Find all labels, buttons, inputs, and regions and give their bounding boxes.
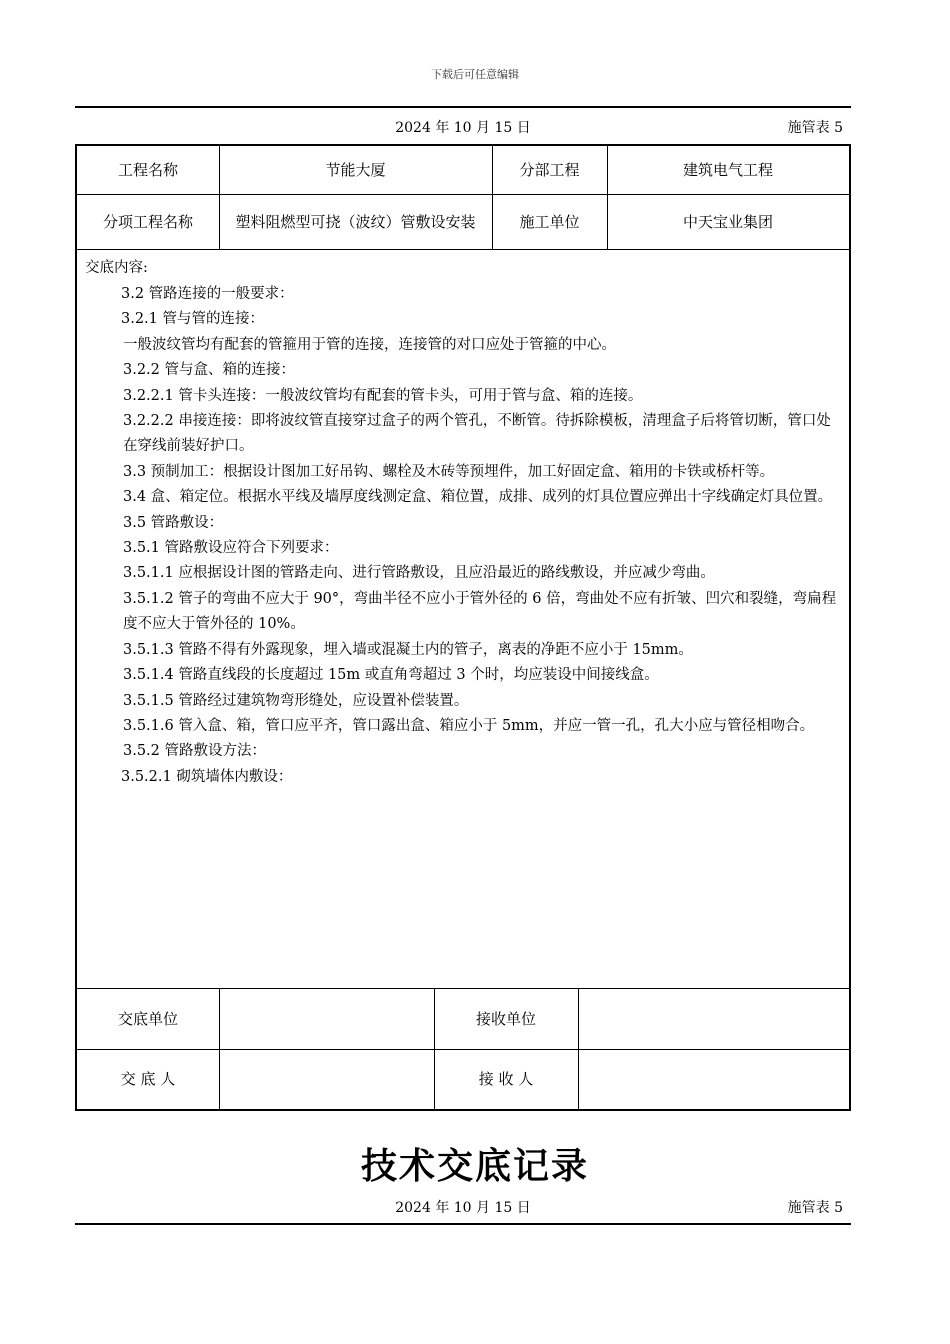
content-line: 3.5.1.4 管路直线段的长度超过 15m 或直角弯超过 3 个时，均应装设中间接线盒。 [123,667,659,684]
content-line: 3.2 管路连接的一般要求： [121,286,294,302]
content-line: 3.5.1.6 管入盒、箱，管口应平齐，管口露出盒、箱应小于 5mm，并应一管一孔，孔大小应与管径相吻合。 [123,717,815,734]
footer-rule [75,1223,851,1225]
content-label: 交底内容: [85,260,148,276]
content-line: 3.2.2.2 串接连接：即将波纹管直接穿过盒子的两个管孔，不断管。待拆除模板，清理盒子后将管切断，管口处在穿线前装好护口。 [123,413,831,455]
footer-date: 2024 年 10 月 15 日 [395,1200,531,1216]
division-value: 建筑电气工程 [682,161,773,179]
contractor-label: 施工单位 [519,212,580,231]
content-line: 3.5 管路敷设： [123,514,224,531]
top-note: 下载后可任意编辑 [431,68,519,81]
receiving-unit-label: 接收单位 [475,1009,536,1028]
content-line: 3.2.2 管与盒、箱的连接： [123,362,296,379]
content-line: 3.4 盒、箱定位。根据水平线及墙厚度线测定盒、箱位置，成排、成列的灯具位置应弹出十字线确定灯具位置。 [123,489,833,506]
content-line: 3.2.2.1 管卡头连接：一般波纹管均有配套的管卡头，可用于管与盒、箱的连接。 [123,387,643,404]
receiver-label: 接 收 人 [478,1070,534,1088]
project-name-label: 工程名称 [117,161,178,179]
content-line: 3.2.1 管与管的连接： [121,311,265,328]
division-label: 分部工程 [519,161,580,179]
content-line: 3.5.1.1 应根据设计图的管路走向、进行管路敷设，且应沿最近的路线敷设，并应减少弯曲。 [123,565,715,582]
content-line: 3.3 预制加工：根据设计图加工好吊钩、螺栓及木砖等预埋件，加工好固定盒、箱用的卡铁或桥杆等。 [123,463,775,480]
content-line: 一般波纹管均有配套的管箍用于管的连接，连接管的对口应处于管箍的中心。 [123,336,616,353]
document-title: 技术交底记录 [360,1146,589,1187]
receiver-value[interactable] [578,1049,849,1109]
handover-unit-label: 交底单位 [117,1009,178,1028]
receiving-unit-value[interactable] [578,988,849,1049]
header-rule [75,106,851,108]
handover-person-value[interactable] [219,1049,434,1109]
content-line: 3.5.1.2 管子的弯曲不应大于 90°，弯曲半径不应小于管外径的 6 倍，弯曲处不应有折皱、凹穴和裂缝，弯扁程度不应大于管外径的 10%。 [123,590,837,633]
header-date-line [75,117,851,137]
contractor-value: 中天宝业集团 [682,212,773,231]
handover-person-label: 交 底 人 [120,1070,176,1088]
content-line: 3.5.1.5 管路经过建筑物弯形缝处，应设置补偿装置。 [123,692,469,709]
subitem-label: 分项工程名称 [102,212,193,231]
content-line: 3.5.2 管路敷设方法： [123,743,267,760]
row-divider [77,249,849,250]
content-body [85,282,845,790]
project-name-value: 节能大厦 [325,161,386,179]
content-line: 3.5.2.1 砌筑墙体内敷设： [121,768,293,785]
footer-date-line [75,1197,851,1217]
subitem-value: 塑料阻燃型可挠（波纹）管敷设安装 [235,212,476,231]
content-line: 3.5.1 管路敷设应符合下列要求： [123,540,339,557]
footer-form-number: 施管表 5 [787,1200,843,1216]
content-line: 3.5.1.3 管路不得有外露现象，埋入墙或混凝土内的管子，离表的净距不应小于 15mm。 [123,641,693,658]
header-form-number: 施管表 5 [787,120,843,136]
handover-unit-value[interactable] [219,988,434,1049]
header-date: 2024 年 10 月 15 日 [395,120,531,136]
handover-table [75,144,851,1111]
